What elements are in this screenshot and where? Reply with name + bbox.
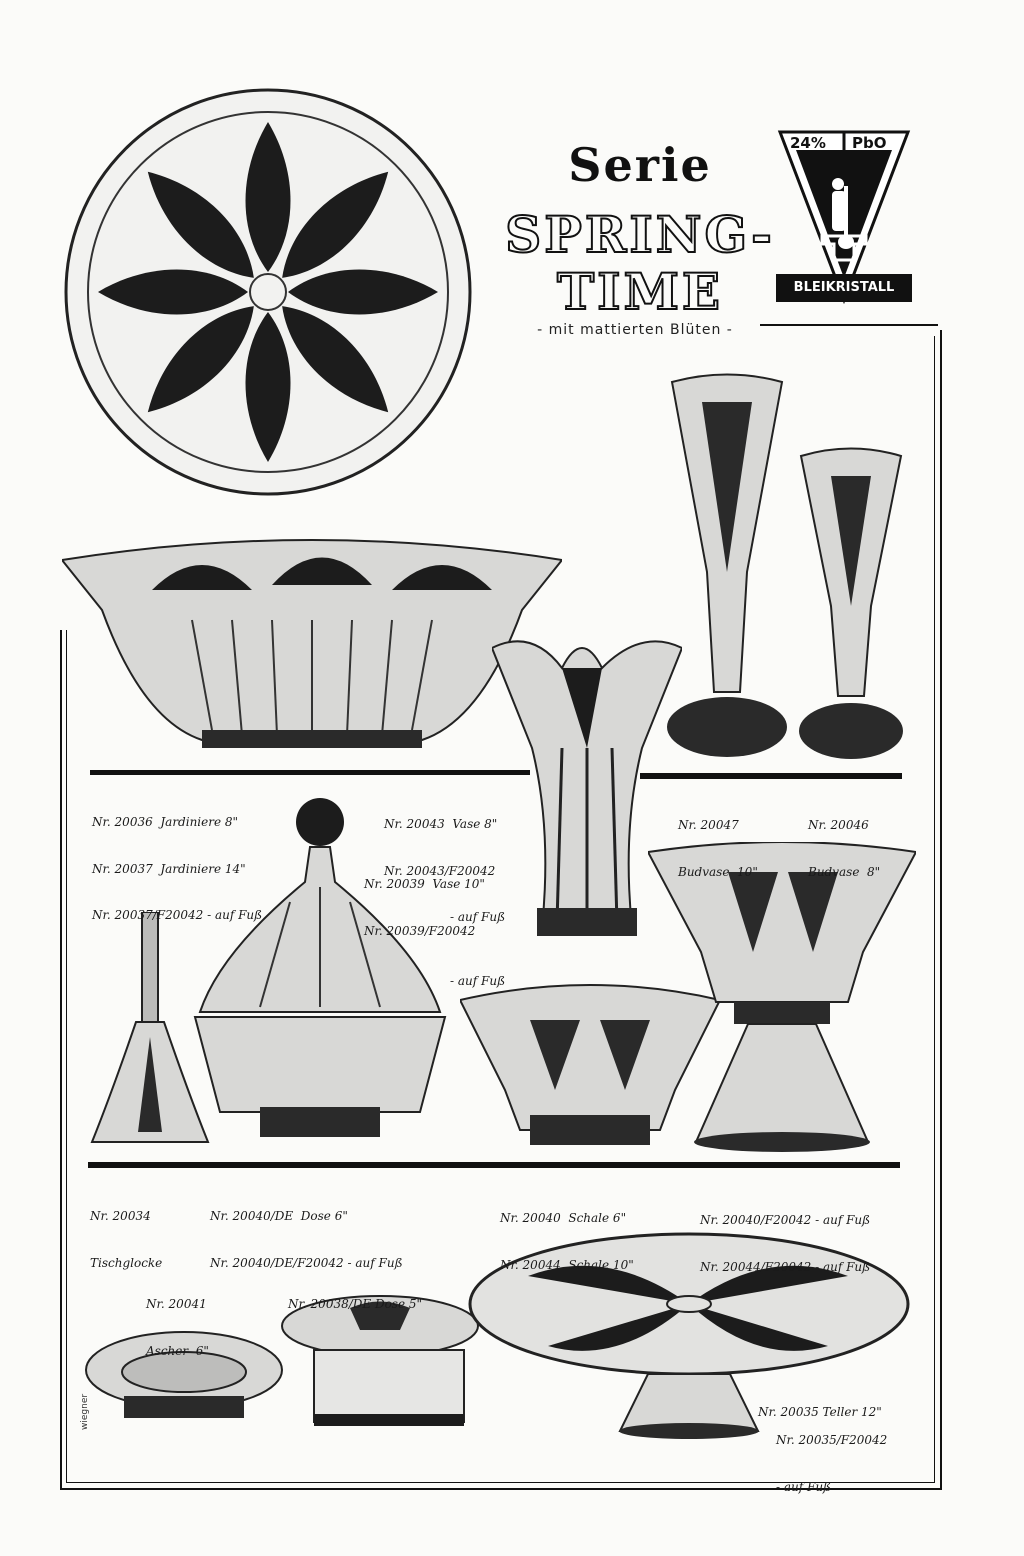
caption-line: Nr. 20047 [678, 818, 739, 832]
series-subtitle: - mit mattierten Blüten - [537, 322, 733, 338]
caption-line: Nr. 20037 Jardiniere 14" [92, 861, 246, 876]
caption-line: Tischglocke [90, 1255, 163, 1270]
caption-jardiniere [92, 784, 262, 939]
frame-left-inner [66, 630, 67, 1482]
caption-ascher [146, 1266, 209, 1375]
caption-dose-5 [288, 1266, 422, 1328]
caption-line: Nr. 20039/F20042 [364, 923, 476, 938]
frame-right-outer [940, 330, 942, 1488]
caption-vase-10 [364, 846, 505, 1005]
caption-line: Nr. 20035/F20042 [776, 1433, 888, 1447]
caption-line: Nr. 20043 Vase 8" [384, 817, 498, 831]
caption-line: Nr. 20035 Teller 12" [758, 1405, 882, 1419]
caption-line: Nr. 20037/F20042 - auf Fuß [92, 908, 263, 922]
caption-schale [500, 1180, 634, 1289]
divider-row1-left [90, 770, 530, 775]
caption-line: - auf Fuß [450, 974, 506, 988]
caption-line: Nr. 20040/F20042 - auf Fuß [700, 1213, 871, 1227]
budvase-8-illustration [796, 446, 906, 764]
logo-triangle [776, 128, 912, 304]
series-title-line2: TIME [556, 262, 724, 321]
logo-pbo: PbO [852, 134, 887, 152]
caption-line: Nr. 20040/DE Dose 6" [210, 1209, 348, 1223]
caption-line: Nr. 20038/DE Dose 5" [288, 1297, 423, 1311]
caption-line: Nr. 20036 Jardiniere 8" [92, 815, 239, 829]
jardiniere-illustration [62, 530, 562, 755]
caption-teller-fuss [776, 1402, 887, 1511]
frame-left-outer [60, 630, 62, 1488]
bleikristall-logo [776, 128, 912, 304]
logo-bleikristall: BLEIKRISTALL [793, 280, 895, 295]
plate-illustration [58, 82, 478, 502]
caption-line: Nr. 20046 [808, 818, 869, 832]
artist-signature: wiegner [80, 1393, 90, 1430]
caption-budvase-8 [808, 787, 880, 896]
logo-lead-percent: 24% [790, 134, 826, 152]
frame-top [760, 324, 938, 326]
caption-line: Nr. 20040/DE/F20042 - auf Fuß [210, 1255, 403, 1270]
budvase-10-illustration [662, 372, 792, 762]
caption-line: Nr. 20044/F20042 - auf Fuß [700, 1259, 871, 1274]
caption-line: Nr. 20039 Vase 10" [364, 877, 485, 891]
caption-line: Nr. 20041 [146, 1297, 207, 1311]
caption-line: Nr. 20044 Schale 10" [500, 1257, 634, 1272]
frame-right-inner [934, 336, 935, 1482]
caption-line: Nr. 20043/F20042 [384, 863, 496, 878]
caption-schale-fuss [700, 1182, 870, 1291]
series-title-line1: SPRING- [505, 205, 775, 264]
caption-line: Nr. 20040 Schale 6" [500, 1211, 627, 1225]
divider-row2 [88, 1162, 900, 1168]
caption-budvase-10 [678, 787, 758, 896]
caption-line: - auf Fuß [776, 1479, 832, 1494]
caption-line: - auf Fuß [450, 910, 506, 924]
caption-line: Nr. 20034 [90, 1209, 151, 1223]
caption-line: Budvase 8" [808, 864, 881, 879]
caption-line: Ascher 6" [146, 1343, 209, 1358]
caption-line: Budvase 10" [678, 864, 758, 879]
series-label: Serie [568, 138, 712, 192]
